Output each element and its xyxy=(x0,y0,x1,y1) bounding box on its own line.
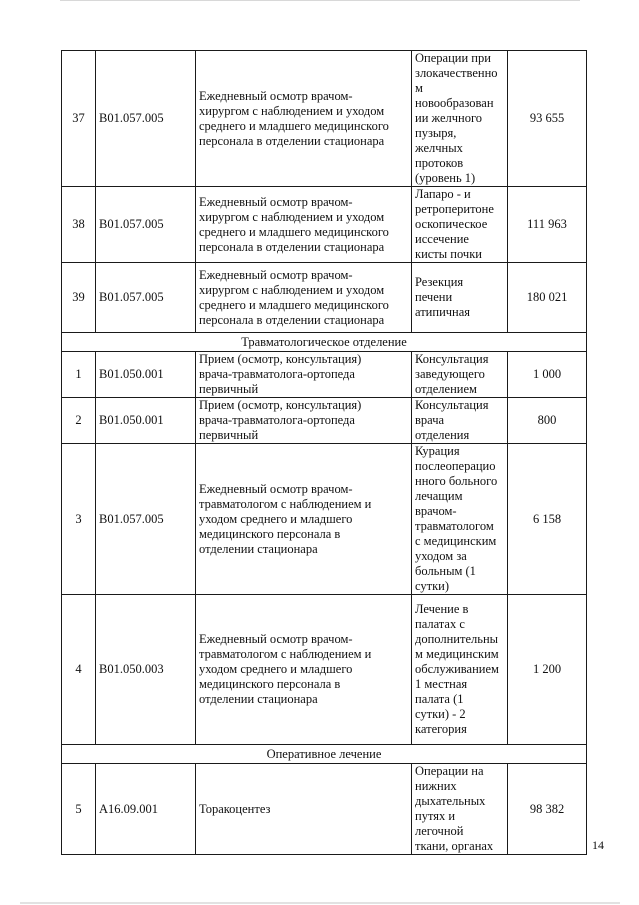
service-description-line: врача xyxy=(415,413,445,427)
service-description-line: палата (1 xyxy=(415,692,464,706)
service-name-line: Прием (осмотр, консультация) xyxy=(199,398,362,412)
section-title: Оперативное лечение xyxy=(62,745,587,764)
service-name-line: среднего и младшего медицинского xyxy=(199,224,389,239)
service-name xyxy=(196,444,412,595)
service-code: B01.050.001 xyxy=(96,398,196,444)
row-number: 4 xyxy=(62,595,96,745)
table-row xyxy=(62,764,587,855)
service-name-line: медицинского персонала в xyxy=(199,526,341,541)
table-row xyxy=(62,444,587,595)
service-description-line: заведующего xyxy=(415,367,485,381)
service-description-line: путях и xyxy=(415,809,456,823)
service-code: B01.050.003 xyxy=(96,595,196,745)
row-number: 38 xyxy=(62,187,96,263)
section-title: Травматологическое отделение xyxy=(62,333,587,352)
service-name-line: Ежедневный осмотр врачом- xyxy=(199,88,353,103)
service-description-line: лечащим xyxy=(415,489,463,503)
service-description-line: сутки) - 2 xyxy=(415,707,466,721)
service-description xyxy=(412,263,508,333)
service-description-line: ретроперитоне xyxy=(415,202,494,216)
service-price: 180 021 xyxy=(508,263,587,333)
service-description xyxy=(412,398,508,444)
service-description-line: м xyxy=(415,81,423,95)
service-name-line: персонала в отделении стационара xyxy=(199,133,385,148)
service-name-line: Прием (осмотр, консультация) xyxy=(199,352,362,366)
service-description-line: кисты почки xyxy=(415,247,482,261)
service-price: 800 xyxy=(508,398,587,444)
service-description-line: желчных xyxy=(415,141,463,155)
service-description xyxy=(412,51,508,187)
service-name xyxy=(196,764,412,855)
service-name xyxy=(196,398,412,444)
service-price: 111 963 xyxy=(508,187,587,263)
service-description-line: Операции при xyxy=(415,51,491,65)
service-description-line: (уровень 1) xyxy=(415,171,476,185)
service-name-line: первичный xyxy=(199,382,259,396)
service-code: B01.057.005 xyxy=(96,263,196,333)
row-number: 1 xyxy=(62,352,96,398)
service-name-line: среднего и младшего медицинского xyxy=(199,118,389,133)
service-description-line: отделением xyxy=(415,382,477,396)
price-list-table xyxy=(61,50,587,855)
service-price: 93 655 xyxy=(508,51,587,187)
service-name-line: первичный xyxy=(199,428,259,442)
service-description xyxy=(412,187,508,263)
scan-edge-top xyxy=(60,0,580,1)
service-name-line: персонала в отделении стационара xyxy=(199,239,385,254)
table-row xyxy=(62,51,587,187)
service-code: A16.09.001 xyxy=(96,764,196,855)
service-description-line: оскопическое xyxy=(415,217,488,231)
service-name-line: медицинского персонала в xyxy=(199,677,341,691)
service-name-line: персонала в отделении стационара xyxy=(199,312,385,327)
service-description-line: врачом- xyxy=(415,504,457,518)
service-description-line: пузыря, xyxy=(415,126,457,140)
service-code: B01.050.001 xyxy=(96,352,196,398)
service-price: 1 200 xyxy=(508,595,587,745)
service-description-line: Консультация xyxy=(415,398,489,412)
service-description-line: больным (1 xyxy=(415,564,476,578)
row-number: 5 xyxy=(62,764,96,855)
service-name-line: Ежедневный осмотр врачом- xyxy=(199,632,353,646)
service-name-line: Торакоцентез xyxy=(199,801,271,816)
service-description-line: злокачественно xyxy=(415,66,498,80)
service-description xyxy=(412,352,508,398)
service-description-line: с медицинским xyxy=(415,534,497,548)
price-list-table-body xyxy=(62,51,587,855)
service-price: 1 000 xyxy=(508,352,587,398)
service-description-line: Лапаро - и xyxy=(415,187,471,201)
service-description-line: 1 местная xyxy=(415,677,468,691)
service-name-line: отделении стационара xyxy=(199,692,318,706)
service-price: 6 158 xyxy=(508,444,587,595)
table-row xyxy=(62,263,587,333)
service-code: B01.057.005 xyxy=(96,187,196,263)
service-name-line: Ежедневный осмотр врачом- xyxy=(199,481,353,496)
service-description-line: Операции на xyxy=(415,764,484,778)
page-number: 14 xyxy=(592,838,604,852)
service-description-line: категория xyxy=(415,722,467,736)
service-name-line: хирургом с наблюдением и уходом xyxy=(199,103,385,118)
service-name xyxy=(196,187,412,263)
service-description-line: нного больного xyxy=(415,474,498,488)
service-name-line: хирургом с наблюдением и уходом xyxy=(199,282,385,297)
service-name-line: хирургом с наблюдением и уходом xyxy=(199,209,385,224)
service-description-line: палатах с xyxy=(415,617,465,631)
service-name-line: среднего и младшего медицинского xyxy=(199,297,389,312)
service-description-line: новообразован xyxy=(415,96,494,110)
service-name-line: врача-травматолога-ортопеда xyxy=(199,413,355,427)
service-code: B01.057.005 xyxy=(96,51,196,187)
service-description xyxy=(412,444,508,595)
table-row xyxy=(62,352,587,398)
service-description-line: травматологом xyxy=(415,519,494,533)
service-description-line: дополнительны xyxy=(415,632,499,646)
row-number: 37 xyxy=(62,51,96,187)
service-description-line: иссечение xyxy=(415,232,469,246)
service-name xyxy=(196,51,412,187)
service-description-line: дыхательных xyxy=(415,794,486,808)
service-description-line: Курация xyxy=(415,444,460,458)
row-number: 3 xyxy=(62,444,96,595)
table-row xyxy=(62,398,587,444)
scan-edge-bottom xyxy=(20,902,620,904)
service-description xyxy=(412,595,508,745)
service-name xyxy=(196,352,412,398)
service-description-line: м медицинским xyxy=(415,647,499,661)
table-row xyxy=(62,595,587,745)
service-description-line: легочной xyxy=(415,824,464,838)
service-description xyxy=(412,764,508,855)
service-name-line: уходом среднего и младшего xyxy=(199,662,353,676)
service-description-line: отделения xyxy=(415,428,470,442)
service-description-line: атипичная xyxy=(415,305,471,319)
service-name-line: отделении стационара xyxy=(199,541,318,556)
service-description-line: сутки) xyxy=(415,579,450,593)
service-name-line: Ежедневный осмотр врачом- xyxy=(199,267,353,282)
service-description-line: Лечение в xyxy=(415,602,469,616)
service-description-line: нижних xyxy=(415,779,457,793)
service-name xyxy=(196,263,412,333)
table-row xyxy=(62,187,587,263)
service-name xyxy=(196,595,412,745)
service-description-line: обслуживанием xyxy=(415,662,499,676)
row-number: 39 xyxy=(62,263,96,333)
service-name-line: травматологом с наблюдением и xyxy=(199,647,372,661)
service-description-line: печени xyxy=(415,290,453,304)
section-header-row xyxy=(62,333,587,352)
service-name-line: уходом среднего и младшего xyxy=(199,511,353,526)
service-description-line: уходом за xyxy=(415,549,467,563)
service-name-line: Ежедневный осмотр врачом- xyxy=(199,194,353,209)
service-name-line: врача-травматолога-ортопеда xyxy=(199,367,355,381)
service-description-line: послеоперацио xyxy=(415,459,496,473)
service-description-line: протоков xyxy=(415,156,464,170)
section-header-row xyxy=(62,745,587,764)
service-code: B01.057.005 xyxy=(96,444,196,595)
service-description-line: Резекция xyxy=(415,275,464,289)
row-number: 2 xyxy=(62,398,96,444)
service-description-line: Консультация xyxy=(415,352,489,366)
service-name-line: травматологом с наблюдением и xyxy=(199,496,372,511)
service-price: 98 382 xyxy=(508,764,587,855)
service-description-line: ткани, органах xyxy=(415,839,494,853)
service-description-line: ии желчного xyxy=(415,111,483,125)
